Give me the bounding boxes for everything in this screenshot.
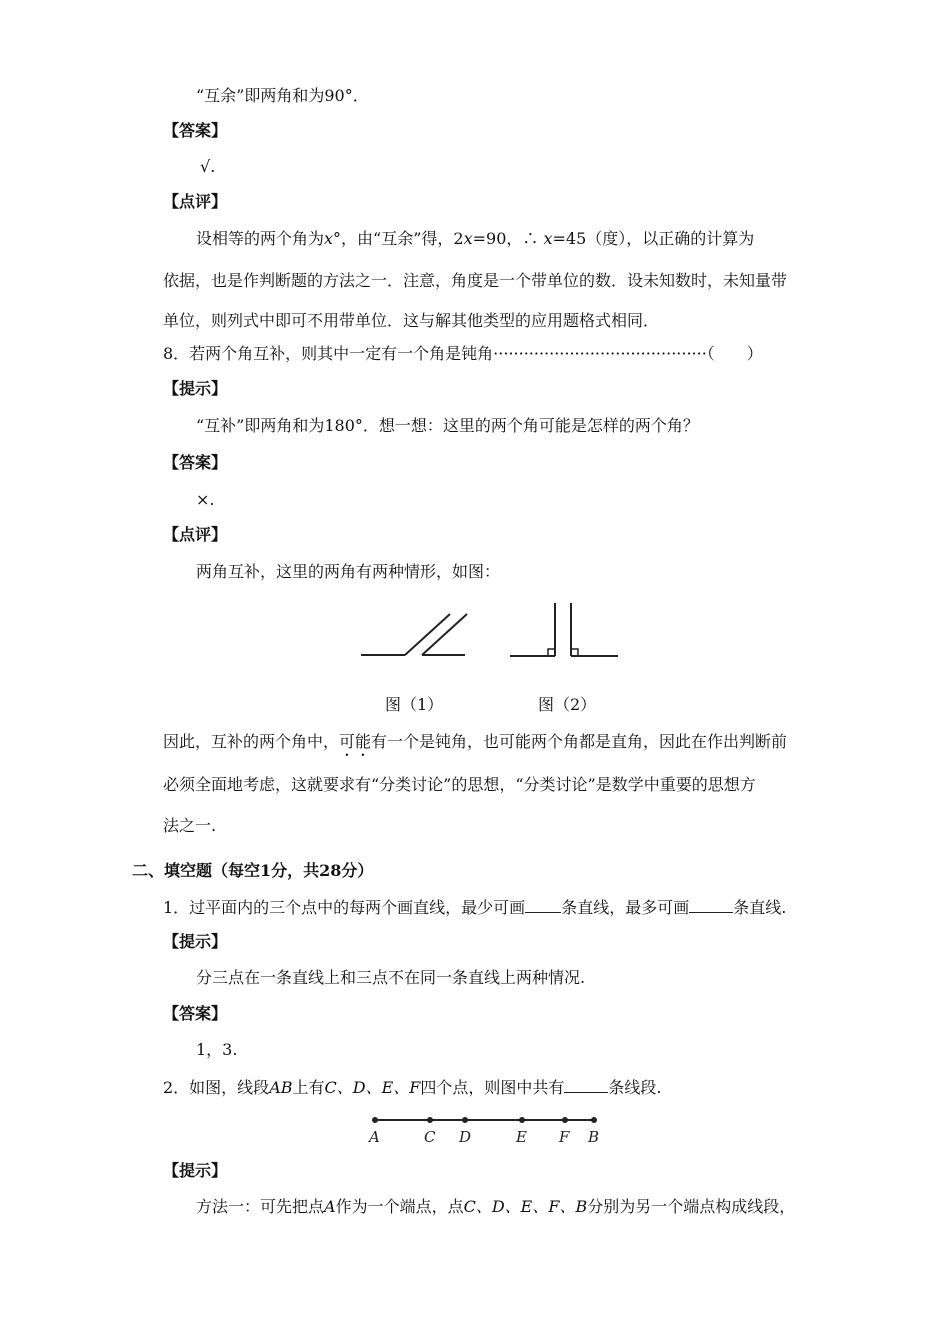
- hint-text: “互补”即两角和为180°．想一想：这里的两个角可能是怎样的两个角？: [196, 416, 699, 435]
- comment-paragraph-line1: 设相等的两个角为x°，由“互余”得，2x=90，∴ x=45（度），以正确的计算为: [196, 229, 755, 248]
- conclusion-line2: 必须全面地考虑，这就要求有“分类讨论”的思想，“分类讨论”是数学中重要的思想方: [163, 775, 756, 794]
- point-label-b: B: [588, 1128, 600, 1146]
- point-e: [519, 1117, 525, 1123]
- section-title: 二、填空题（每空1分，共28分）: [132, 861, 374, 880]
- question-1: 1．过平面内的三个点中的每两个画直线，最少可画 条直线，最多可画 条直线.: [163, 898, 787, 917]
- hint-label: 【提示】: [163, 932, 228, 951]
- text-p1: “互余”即两角和为90°．: [196, 86, 369, 105]
- point-label-e: E: [516, 1128, 527, 1146]
- point-b: [591, 1117, 597, 1123]
- answer-value: √.: [200, 157, 216, 176]
- figure-1-caption: 图（1）: [385, 695, 444, 714]
- hint-label: 【提示】: [163, 1161, 228, 1180]
- hint-label: 【提示】: [163, 379, 228, 398]
- question-8: 8．若两个角互补，则其中一定有一个角是钝角··········································（ ）: [163, 344, 763, 363]
- hint-text: 方法一：可先把点A作为一个端点，点C、D、E、F、B分别为另一个端点构成线段，: [196, 1197, 796, 1216]
- comment-label: 【点评】: [163, 192, 228, 211]
- conclusion-line1: 因此，互补的两个角中，可能有一个是钝角，也可能两个角都是直角，因此在作出判断前: [163, 732, 788, 751]
- answer-label: 【答案】: [163, 1004, 228, 1023]
- answer-label: 【答案】: [163, 453, 228, 472]
- answer-label: 【答案】: [163, 121, 228, 140]
- answer-blank: [564, 1076, 608, 1093]
- point-label-c: C: [424, 1128, 436, 1146]
- point-a: [372, 1117, 378, 1123]
- figure-1-obtuse-acute: [361, 614, 467, 655]
- emphasized-word: 可能: [339, 732, 372, 751]
- conclusion-line3: 法之一.: [163, 816, 217, 835]
- question-2: 2．如图，线段AB上有C、D、E、F四个点，则图中共有 条线段.: [163, 1078, 662, 1097]
- hint-text: 分三点在一条直线上和三点不在同一条直线上两种情况.: [196, 968, 586, 987]
- answer-value: 1，3.: [196, 1040, 238, 1059]
- comment-paragraph-line2: 依据，也是作判断题的方法之一．注意，角度是一个带单位的数．设未知数时，未知量带: [163, 271, 788, 290]
- answer-blank: [689, 896, 733, 913]
- point-label-a: A: [369, 1128, 380, 1146]
- figure-2-caption: 图（2）: [538, 695, 597, 714]
- point-label-f: F: [559, 1128, 570, 1146]
- comment-label: 【点评】: [163, 525, 228, 544]
- angle-figures: [355, 600, 625, 665]
- comment-paragraph-line3: 单位，则列式中即可不用带单位．这与解其他类型的应用题格式相同．: [163, 311, 660, 330]
- segment-figure: [355, 1108, 615, 1148]
- figure-2-right-angles: [510, 603, 618, 656]
- point-f: [562, 1117, 568, 1123]
- comment-text: 两角互补，这里的两角有两种情形，如图：: [196, 562, 501, 581]
- answer-blank: [525, 896, 561, 913]
- point-c: [427, 1117, 433, 1123]
- point-d: [462, 1117, 468, 1123]
- point-label-d: D: [459, 1128, 472, 1146]
- answer-value: ×.: [196, 490, 215, 509]
